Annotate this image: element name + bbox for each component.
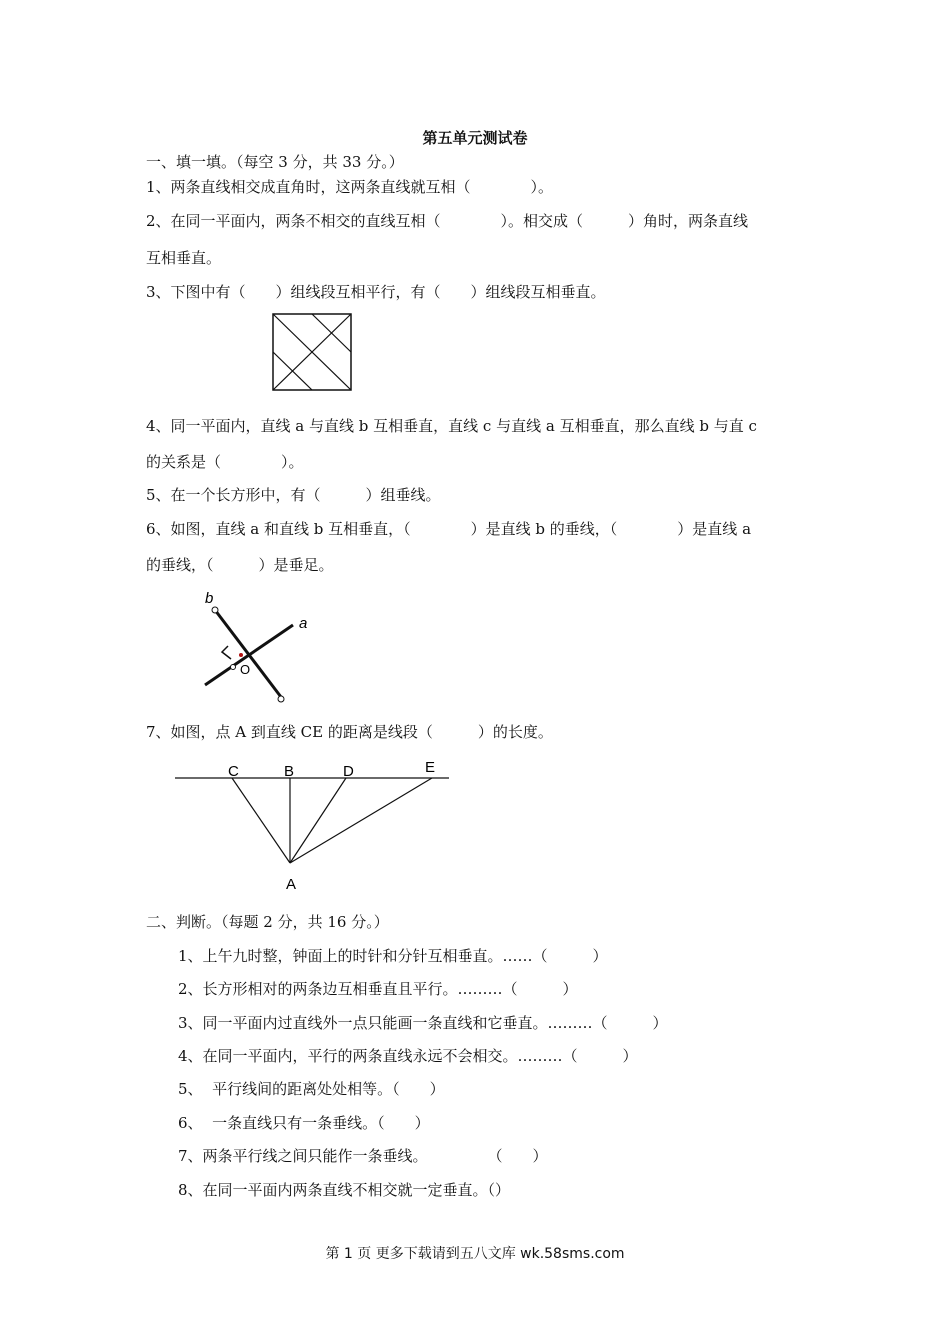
question-2-line2: 互相垂直。 xyxy=(146,249,222,267)
label-o: O xyxy=(240,662,251,677)
question-7: 7、如图，点 A 到直线 CE 的距离是线段（ ）的长度。 xyxy=(146,723,553,741)
judgement-item-3: 3、同一平面内过直线外一点只能画一条直线和它垂直。………（ ） xyxy=(178,1014,668,1032)
distance-figure xyxy=(170,755,460,895)
question-4-line1: 4、同一平面内，直线 a 与直线 b 互相垂直，直线 c 与直线 a 互相垂直，那么直线 b 与直 c xyxy=(146,417,757,435)
question-2-line1: 2、在同一平面内，两条不相交的直线互相（ ）。相交成（ ）角时，两条直线 xyxy=(146,212,749,230)
segment-ae xyxy=(290,778,432,863)
judgement-item-4: 4、在同一平面内，平行的两条直线永远不会相交。………（ ） xyxy=(178,1047,638,1065)
judgement-item-6: 6、 一条直线只有一条垂线。（ ） xyxy=(178,1114,430,1132)
label-a: A xyxy=(286,876,297,893)
judgement-item-5: 5、 平行线间的距离处处相等。（ ） xyxy=(178,1080,445,1098)
section1-heading: 一、填一填。（每空 3 分，共 33 分。） xyxy=(146,153,404,171)
section2-heading: 二、判断。（每题 2 分，共 16 分。） xyxy=(146,913,389,931)
segment-ac xyxy=(232,778,290,863)
label-b: b xyxy=(205,590,214,607)
judgement-item-7: 7、两条平行线之间只能作一条垂线。 （ ） xyxy=(178,1147,548,1165)
right-angle-mark xyxy=(222,646,231,659)
line-b-bottom-endpoint xyxy=(278,696,284,702)
label-c: C xyxy=(228,763,239,780)
question-6-line1: 6、如图，直线 a 和直线 b 互相垂直，（ ）是直线 b 的垂线，（ ）是直线 a xyxy=(146,520,752,538)
foot-point xyxy=(239,653,243,657)
line-b-top-endpoint xyxy=(212,607,218,613)
segment-ad xyxy=(290,778,346,863)
page-footer: 第 1 页 更多下载请到五八文库 wk.58sms.com xyxy=(325,1246,625,1262)
judgement-item-1: 1、上午九时整，钟面上的时针和分针互相垂直。……（ ） xyxy=(178,947,608,965)
square-figure xyxy=(272,313,352,391)
line-a-endpoint xyxy=(231,665,236,670)
judgement-item-2: 2、长方形相对的两条边互相垂直且平行。………（ ） xyxy=(178,980,578,998)
question-6-line2: 的垂线，（ ）是垂足。 xyxy=(146,556,334,574)
question-5: 5、在一个长方形中，有（ ）组垂线。 xyxy=(146,486,441,504)
perpendicular-figure xyxy=(195,585,325,710)
judgement-item-8: 8、在同一平面内两条直线不相交就一定垂直。（） xyxy=(178,1181,511,1199)
label-e: E xyxy=(425,759,436,776)
question-1: 1、两条直线相交成直角时，这两条直线就互相（ ）。 xyxy=(146,178,554,196)
question-3: 3、下图中有（ ）组线段互相平行，有（ ）组线段互相垂直。 xyxy=(146,283,606,301)
label-a: a xyxy=(299,615,308,632)
label-d: D xyxy=(343,763,354,780)
label-b: B xyxy=(284,763,295,780)
question-4-line2: 的关系是（ ）。 xyxy=(146,453,304,471)
page-title: 第五单元测试卷 xyxy=(422,129,528,147)
